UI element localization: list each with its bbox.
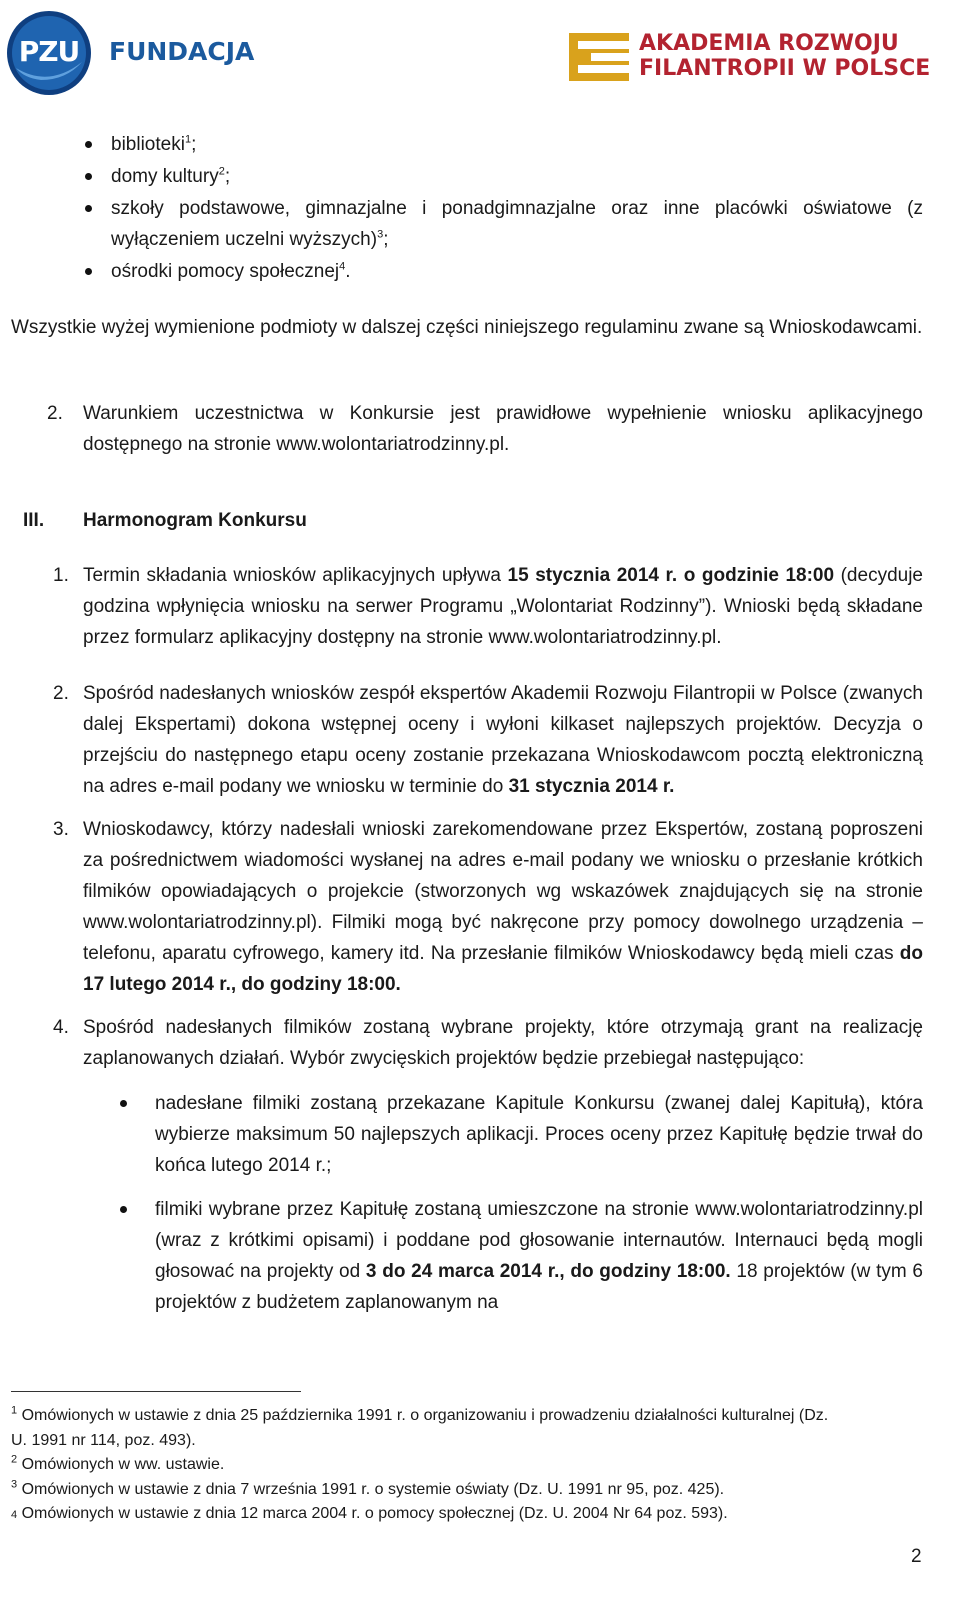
akademia-emblem-icon xyxy=(569,33,629,81)
pzu-fundacja-logo xyxy=(6,10,255,96)
schedule-item-3: Wnioskodawcy, którzy nadesłali wnioski zarekomendowane przez Ekspertów, zostaną poproszeni za pośrednictwem wiadomości wysłanej na adres e-mail podany we wniosku o przesłanie krótkich filmików opowiadających o projekcie (stworzonych wg wskazówek znajdujących się na stronie www.wolontariatrodzinny.pl). Filmiki mogą być nakręcone przy pomocy dowolnego urządzenia – telefonu, aparatu cyfrowego, kamery itd. Na przesłanie filmików Wnioskodawcy będą mieli czas do 17 lutego 2014 r., do godziny 18:00. xyxy=(83,819,923,995)
list-item: biblioteki$^1$; xyxy=(111,133,197,155)
akademia-logo xyxy=(569,32,929,82)
akademia-line-1: AKADEMIA ROZWOJU xyxy=(639,31,899,56)
footnote: $^2$ Omówionych w ww. ustawie. xyxy=(11,1453,225,1473)
schedule-item-4: Spośród nadesłanych filmików zostaną wybrane projekty, które otrzymają grant na realizację zaplanowanych działań. Wybór zwycięskich projektów będzie przebiegał następująco: xyxy=(83,1017,923,1069)
bullet-icon xyxy=(120,1206,127,1213)
item-number: 3. xyxy=(53,819,69,840)
sub-list-item: filmiki wybrane przez Kapitułę zostaną umieszczone na stronie www.wolontariatrodzinny.pl (wraz z krótkimi opisami) i poddane pod głosowanie internautów. Internauci będą mogli głosować na projekty od 3 do 24 marca 2014 r., do godziny 18:00. 18 projektów (w tym 6 projektów z budżetem zaplanowanym na xyxy=(155,1199,923,1313)
bullet-icon xyxy=(85,268,92,275)
participation-condition: Warunkiem uczestnictwa w Konkursie jest prawidłowe wypełnienie wniosku aplikacyjnego dostępnego na stronie www.wolontariatrodzinny.pl. xyxy=(83,403,923,455)
footnote: $^1$ Omówionych w ustawie z dnia 25 października 1991 r. o organizowaniu i prowadzeniu działalności kulturalnej (Dz. U. 1991 nr 114, poz. 493). xyxy=(11,1404,829,1449)
bullet-icon xyxy=(85,205,92,212)
section-number: III. xyxy=(23,510,45,531)
schedule-item-1: Termin składania wniosków aplikacyjnych upływa 15 stycznia 2014 r. o godzinie 18:00 (decyduje godzina wpłynięcia wniosku na serwer Programu „Wolontariat Rodzinny”). Wnioski będą składane przez formularz aplikacyjny dostępny na stronie www.wolontariatrodzinny.pl. xyxy=(83,565,923,648)
sub-list-item: nadesłane filmiki zostaną przekazane Kapitule Konkursu (zwanej dalej Kapitułą), która wybierze maksimum 50 najlepszych aplikacji. Proces oceny przez Kapitułę będzie trwał do końca lutego 2014 r.; xyxy=(155,1093,923,1176)
item-number: 2. xyxy=(47,403,63,424)
footnotes xyxy=(11,1404,841,1528)
footnote: $^3$ Omówionych w ustawie z dnia 7 września 1991 r. o systemie oświaty (Dz. U. 1991 nr 95, poz. 425). xyxy=(11,1478,725,1498)
bullet-icon xyxy=(85,173,92,180)
applicants-paragraph: Wszystkie wyżej wymienione podmioty w dalszej części niniejszego regulaminu zwane są Wnioskodawcami. xyxy=(11,317,923,338)
footnote: 4 Omówionych w ustawie z dnia 12 marca 2004 r. o pomocy społecznej (Dz. U. 2004 Nr 64 poz. 593). xyxy=(11,1505,728,1522)
item-number: 1. xyxy=(53,565,69,586)
akademia-line-2: FILANTROPII W POLSCE xyxy=(639,56,931,81)
bullet-icon xyxy=(120,1100,127,1107)
list-item: ośrodki pomocy społecznej$^4$. xyxy=(111,260,351,282)
item-number: 4. xyxy=(53,1017,69,1038)
section-title: Harmonogram Konkursu xyxy=(83,510,307,531)
bullet-icon xyxy=(85,141,92,148)
page-number: 2 xyxy=(911,1546,922,1567)
list-item: szkoły podstawowe, gimnazjalne i ponadgimnazjalne oraz inne placówki oświatowe (z wyłączeniem uczelni wyższych)$^3$; xyxy=(111,198,923,250)
fundacja-text: FUNDACJA xyxy=(109,37,255,66)
item-number: 2. xyxy=(53,683,69,704)
pzu-mark: PZU xyxy=(18,35,80,68)
list-item: domy kultury$^2$; xyxy=(111,165,231,187)
schedule-item-2: Spośród nadesłanych wniosków zespół ekspertów Akademii Rozwoju Filantropii w Polsce (zwanych dalej Ekspertami) dokona wstępnej oceny i wyłoni kilkaset najlepszych projektów. Decyzja o przejściu do następnego etapu oceny zostanie przekazana Wnioskodawcom pocztą elektroniczną na adres e-mail podany we wniosku w terminie do 31 stycznia 2014 r. xyxy=(83,683,923,797)
footnote-separator xyxy=(11,1391,301,1392)
